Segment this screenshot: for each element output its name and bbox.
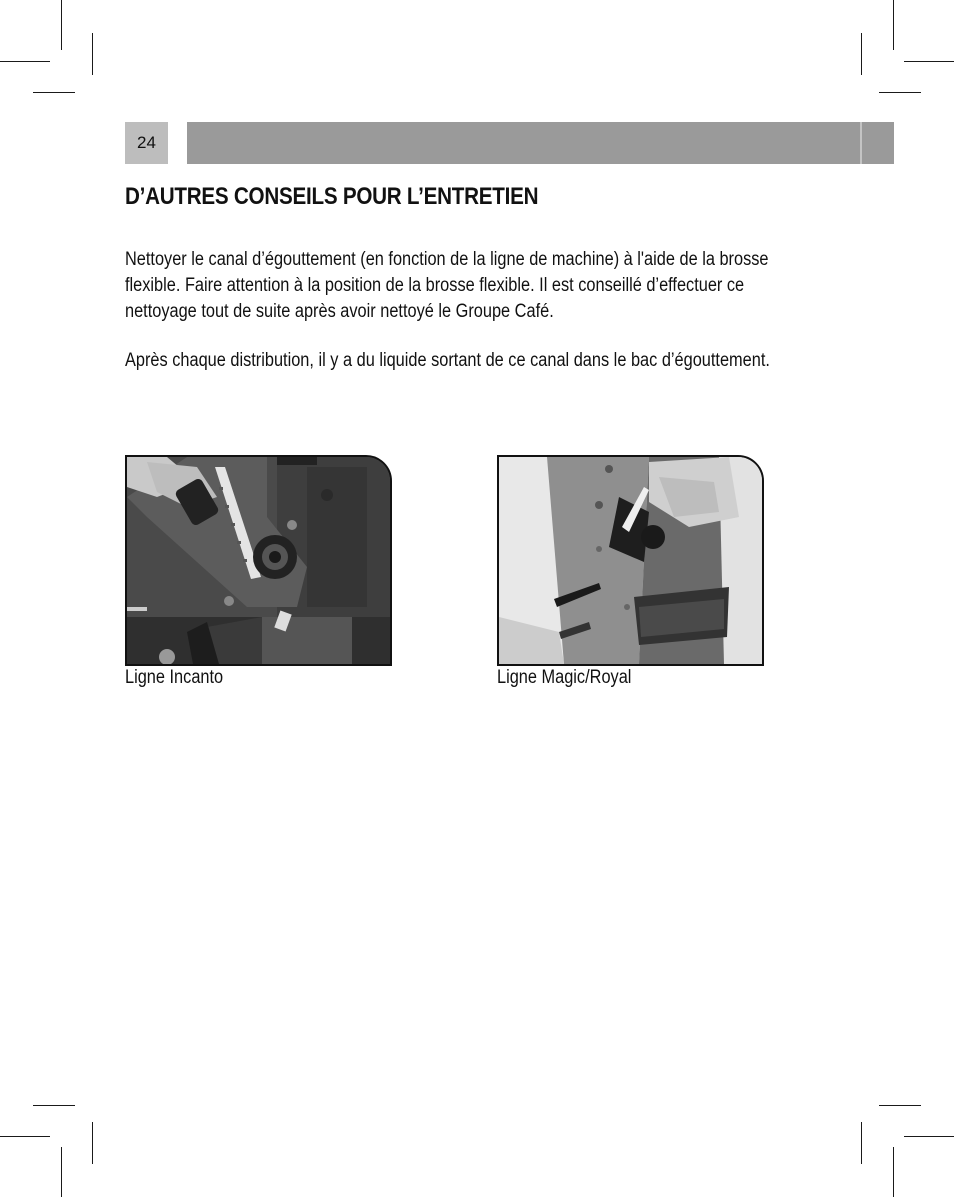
photo-incanto xyxy=(125,455,392,666)
crop-mark xyxy=(879,1105,921,1106)
header-bar-divider xyxy=(860,122,862,164)
crop-mark xyxy=(92,1122,93,1164)
page-number: 24 xyxy=(125,122,168,164)
page-title: D’AUTRES CONSEILS POUR L’ENTRETIEN xyxy=(125,183,539,210)
crop-mark xyxy=(0,1136,50,1137)
photo-magic-royal-illustration xyxy=(499,457,762,664)
crop-mark xyxy=(61,1147,62,1197)
crop-mark xyxy=(0,61,50,62)
crop-mark xyxy=(904,61,954,62)
crop-mark xyxy=(861,1122,862,1164)
crop-mark xyxy=(33,1105,75,1106)
caption-incanto: Ligne Incanto xyxy=(125,667,224,688)
crop-mark xyxy=(92,33,93,75)
body-paragraph-2: Après chaque distribution, il y a du liquide sortant de ce canal dans le bac d’égouttement. xyxy=(125,350,770,371)
crop-mark xyxy=(861,33,862,75)
body-paragraph-1: Nettoyer le canal d’égouttement (en fonction de la ligne de machine) à l'aide de la brosse flexible. Faire attention à la position de la brosse flexible. Il est conseillé d’effectuer ce nettoyage tout de suite après avoir nettoyé le Groupe Café. xyxy=(125,249,769,322)
caption-magic-royal: Ligne Magic/Royal xyxy=(497,667,632,688)
crop-mark xyxy=(879,92,921,93)
header-bar xyxy=(187,122,894,164)
photo-incanto-illustration xyxy=(127,457,390,664)
photo-magic-royal xyxy=(497,455,764,666)
crop-mark xyxy=(33,92,75,93)
crop-mark xyxy=(61,0,62,50)
crop-mark xyxy=(893,0,894,50)
crop-mark xyxy=(904,1136,954,1137)
crop-mark xyxy=(893,1147,894,1197)
